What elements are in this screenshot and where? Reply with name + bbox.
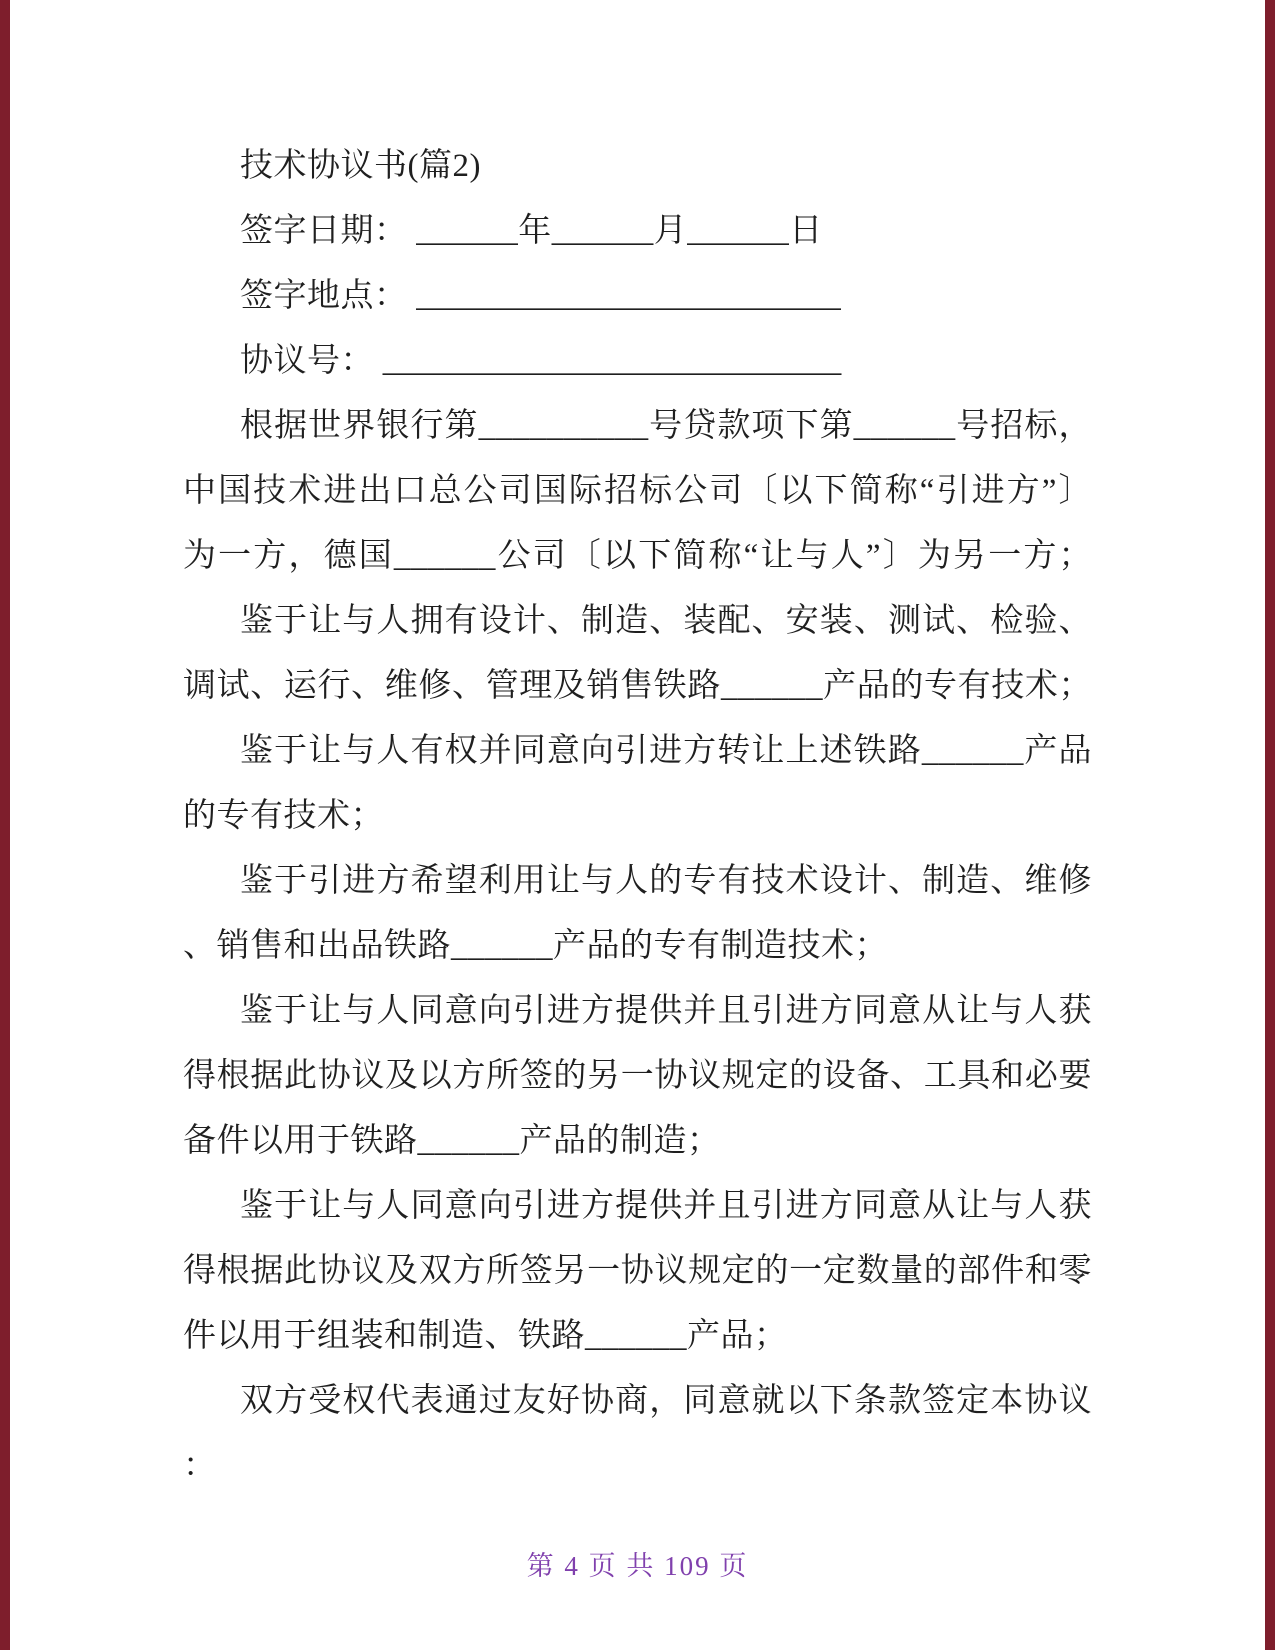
text-line: 得根据此协议及以方所签的另一协议规定的设备、工具和必要 xyxy=(183,1058,1092,1094)
text-line: 鉴于让与人拥有设计、制造、装配、安装、测试、检验、 xyxy=(240,603,1092,639)
right-edge-bar xyxy=(1265,0,1275,1650)
text-line: 为一方，德国______公司〔以下简称“让与人”〕为另一方； xyxy=(183,538,1092,574)
text-line: 鉴于让与人同意向引进方提供并且引进方同意从让与人获 xyxy=(240,1188,1092,1224)
text-line: 根据世界银行第__________号贷款项下第______号招标， xyxy=(240,408,1092,444)
text-line: 技术协议书(篇2) xyxy=(240,148,481,184)
text-line: ： xyxy=(183,1448,217,1484)
text-line: 鉴于引进方希望利用让与人的专有技术设计、制造、维修 xyxy=(240,863,1092,899)
text-line: 件以用于组装和制造、铁路______产品； xyxy=(183,1318,788,1354)
page-footer xyxy=(0,1546,1275,1586)
document-body xyxy=(183,134,1092,1499)
text-line: 备件以用于铁路______产品的制造； xyxy=(183,1123,721,1159)
text-line: 得根据此协议及双方所签另一协议规定的一定数量的部件和零 xyxy=(183,1253,1092,1289)
text-line: 签字地点： _________________________ xyxy=(240,278,842,314)
text-line: 鉴于让与人有权并同意向引进方转让上述铁路______产品 xyxy=(240,733,1092,769)
left-edge-bar xyxy=(0,0,10,1650)
text-line: 协议号： ___________________________ xyxy=(240,343,842,379)
text-line: 双方受权代表通过友好协商，同意就以下条款签定本协议 xyxy=(240,1383,1092,1419)
page-number-text: 第 4 页 共 109 页 xyxy=(526,1551,749,1581)
text-line: 、销售和出品铁路______产品的专有制造技术； xyxy=(183,928,888,964)
text-line: 的专有技术； xyxy=(183,798,384,834)
text-line: 鉴于让与人同意向引进方提供并且引进方同意从让与人获 xyxy=(240,993,1092,1029)
text-line: 签字日期： ______年______月______日 xyxy=(240,213,823,249)
text-line: 中国技术进出口总公司国际招标公司〔以下简称“引进方”〕 xyxy=(183,473,1092,509)
text-line: 调试、运行、维修、管理及销售铁路______产品的专有技术； xyxy=(183,668,1092,704)
